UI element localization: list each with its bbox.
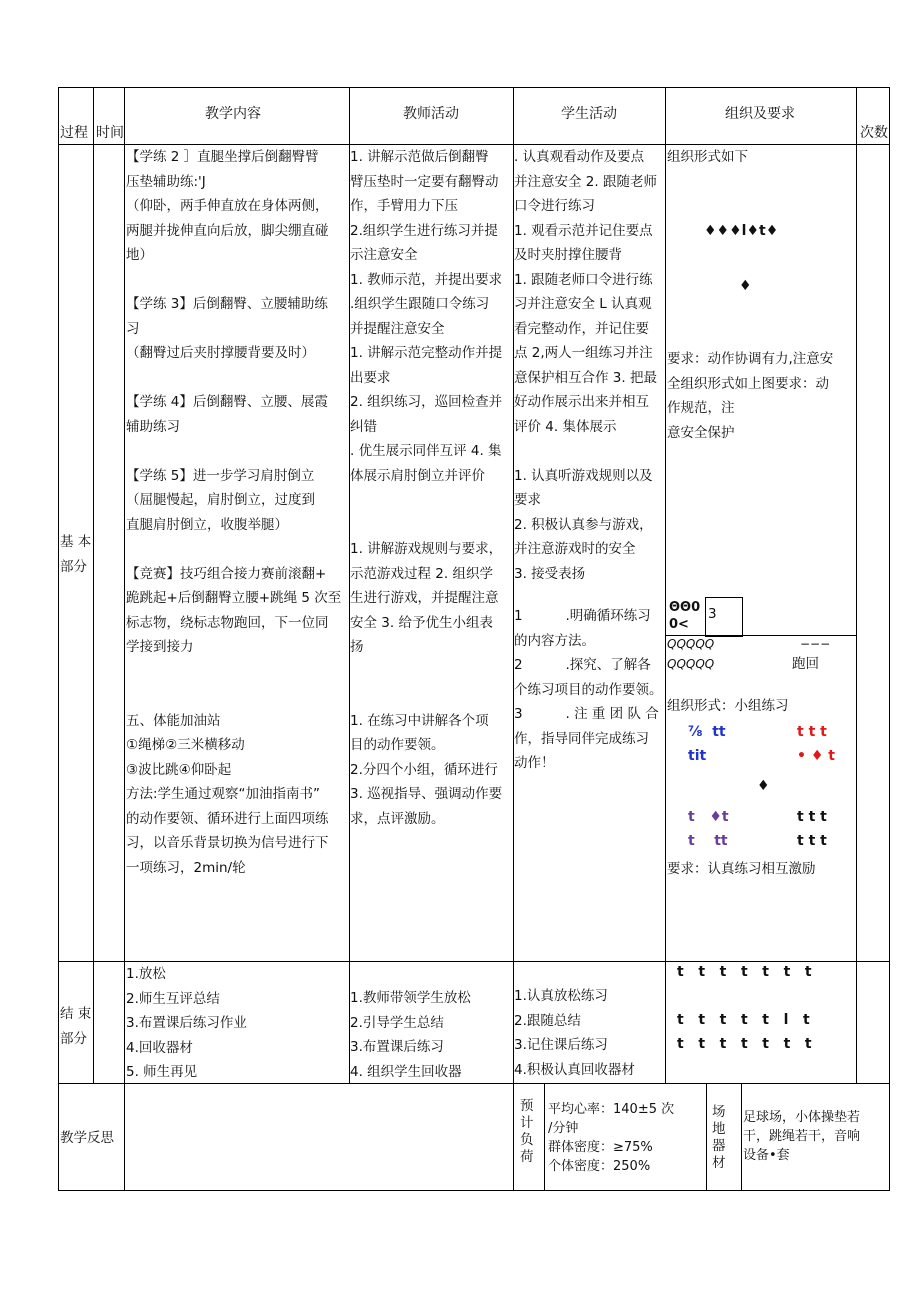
org-run-back: 跑回	[792, 656, 819, 672]
reflection-label: 教学反思	[60, 1130, 114, 1146]
end-content-text: 1.放松 2.师生互评总结 3.布置课后练习作业 4.回收器材 5. 师生再见	[126, 966, 247, 1080]
header-process: 过程	[60, 125, 88, 141]
end-section-label: 结 束 部分	[60, 1006, 92, 1047]
end-teacher-text: 1.教师带领学生放松 2.引导学生总结 3.布置课后练习 4. 组织学生回收器	[350, 990, 471, 1080]
org-group-row-4a: t tt	[688, 833, 728, 849]
venue-text: 足球场，小体操垫若 干，跳绳若干，音响 设备•套	[743, 1110, 861, 1163]
end-formation-row-2: t t t t t l t	[677, 1012, 810, 1028]
header-student: 学生活动	[561, 106, 617, 122]
col-divider-count	[856, 87, 857, 1083]
org-group-row-2b: • ♦ t	[797, 748, 835, 764]
org-box-left-symbols: ΘΘ0 0<	[669, 600, 701, 632]
org-group-row-2a: tit	[688, 748, 707, 764]
reflection-divider-1	[544, 1083, 545, 1191]
org-box-number: 3	[708, 606, 717, 622]
header-time: 时间	[96, 125, 124, 141]
org-final-requirement: 要求：认真练习相互激励	[667, 861, 816, 877]
table-right-border	[889, 87, 890, 1191]
org-group-row-1b: t t t	[797, 724, 827, 740]
header-teacher: 教师活动	[403, 106, 459, 122]
header-content: 教学内容	[205, 106, 261, 122]
end-formation-row-3: t t t t t t t	[677, 1036, 812, 1052]
venue-label: 场 地 器 材	[712, 1104, 726, 1171]
table-bottom-border	[58, 1190, 889, 1191]
org-group-form: 组织形式：小组练习	[667, 698, 789, 714]
load-text: 平均心率：140±5 次 /分钟 群体密度：≥75% 个体密度：250%	[548, 1102, 675, 1174]
basic-student-lower-text: 1 .明确循环练习 的内容方法。 2 .探究、了解各 个练习项目的动作要领。 3 . 注 重 团 队 合 作，指导同伴完成练习 动作！	[514, 608, 663, 771]
reflection-divider-3	[741, 1083, 742, 1191]
org-teacher-diamond: ♦	[739, 278, 752, 294]
org-q-row-2: QQQQQ	[667, 657, 715, 671]
table-left-border	[58, 87, 59, 1191]
header-count: 次数	[860, 125, 888, 141]
col-divider-content	[124, 87, 125, 1191]
org-requirement: 要求：动作协调有力,注意安 全组织形式如上图要求：动 作规范，注 意安全保护	[667, 351, 834, 441]
reflection-divider-2	[706, 1083, 707, 1191]
org-group-row-3b: t t t	[797, 809, 827, 825]
org-q-row-1: QQQQQ	[667, 637, 715, 651]
org-group-row-3a: t ♦t	[688, 809, 729, 825]
col-divider-time	[93, 87, 94, 1083]
org-title: 组织形式如下	[667, 149, 748, 165]
table-top-border	[58, 87, 889, 88]
end-formation-row-1: t t t t t t t	[677, 964, 812, 980]
header-organization: 组织及要求	[725, 106, 795, 122]
load-label: 预 计 负 荷	[520, 1098, 534, 1165]
org-dash: −−−	[800, 637, 831, 651]
basic-teacher-text: 1. 讲解示范做后倒翻臀 臂压垫时一定要有翻臀动 作，手臂用力下压 2.组织学生进行练习并提 示注意安全 1. 教师示范，并提出要求 .组织学生跟随口令练习 并提醒注意安全 1. 讲解示范完整动作并提 出要求 2. 组织练习，巡回检查并 纠错 . 优生展示同伴互评 4. 集 体展示肩肘倒立并评价 1. 讲解游戏规则与要求， 示范游戏过程 2. 组织学 生进行游戏，并提醒注意 安全 3. 给予优生小组表 扬 1. 在练习中讲解各个项 目的动作要领。 2.分四个小组，循环进行 3. 巡视指导、强调动作要 求，点评激励。	[350, 149, 503, 827]
basic-content-text: 【学练 2 ］直腿坐撑后倒翻臀臂 压垫辅助练:'J （仰卧，两手伸直放在身体两侧， 两腿并拢伸直向后放，脚尖绷直碰 地） 【学练 3】后倒翻臀、立腰辅助练 习 （翻臀过后夹肘撑腰背要及时） 【学练 4】后倒翻臀、立腰、展霞 辅助练习 【学练 5】进一步学习肩肘倒立 （屈腿慢起，肩肘倒立，过度到 直腿肩肘倒立，收腹举腿） 【竞赛】技巧组合接力赛前滚翻+ 跪跳起+后倒翻臀立腰+跳绳 5 次至 标志物，绕标志物跑回，下一位同 学接到接力 五、体能加油站 ①绳梯②三米横移动 ③波比跳④仰卧起 方法:学生通过观察“加油指南书” 的动作要领、循环进行上面四项练 习，以音乐背景切换为信号进行下 一项练习，2min/轮	[126, 149, 342, 876]
org-group-row-4b: t t t	[797, 833, 827, 849]
org-group-row-1a: ⅞ tt	[688, 724, 726, 740]
basic-section-label: 基 本 部分	[60, 534, 92, 575]
basic-student-text: . 认真观看动作及要点 并注意安全 2. 跟随老师 口令进行练习 1. 观看示范并记住要点 及时夹肘撑住腰背 1. 跟随老师口令进行练 习并注意安全 L 认真观 看完整动作，并记住要 点 2,两人一组练习并注 意保护相互合作 3. 把最 好动作展示出来并相互 评价 4. 集体展示 1. 认真听游戏规则以及 要求 2. 积极认真参与游戏， 并注意游戏时的安全 3. 接受表扬	[514, 149, 657, 582]
org-formation-row: ♦♦♦l♦t♦	[704, 223, 779, 239]
org-group-center-diamond: ♦	[757, 778, 770, 794]
end-student-text: 1.认真放松练习 2.跟随总结 3.记住课后练习 4.积极认真回收器材	[514, 988, 635, 1078]
